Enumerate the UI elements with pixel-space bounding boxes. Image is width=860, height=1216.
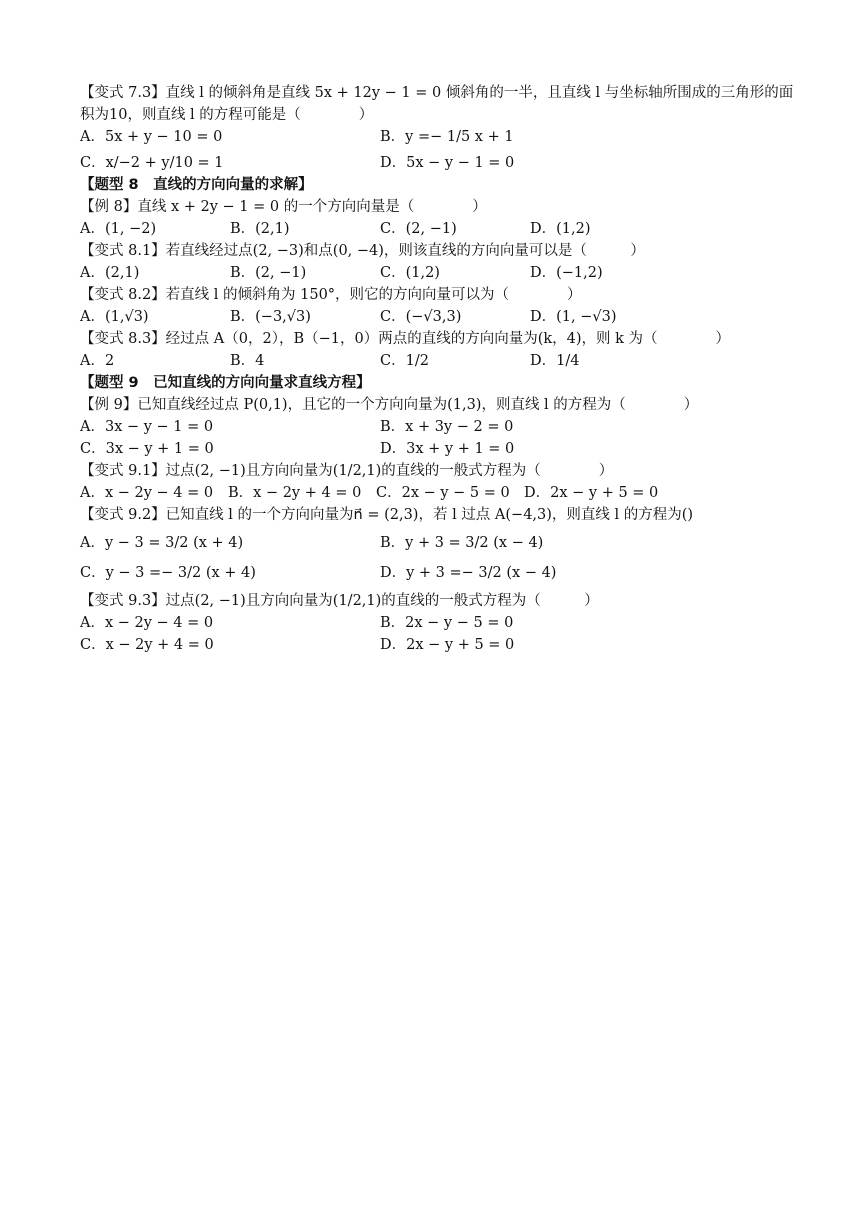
question-stem: 【变式 9.3】过点(2, −1)且方向向量为(1/2,1)的直线的一般式方程为（ ） <box>80 593 599 609</box>
option-row <box>80 562 795 584</box>
option-c: C．x/−2 + y/10 = 1 <box>80 155 224 171</box>
option-d: D．(1, −√3) <box>530 309 617 325</box>
option-b: B．4 <box>230 353 265 369</box>
question-variant-7-3 <box>80 82 795 174</box>
question-stem: 【变式 7.3】直线 l 的倾斜角是直线 5x + 12y − 1 = 0 倾斜角的一半，且直线 l 与坐标轴所围成的三角形的面积为10，则直线 l 的方程可能是（ ） <box>80 85 794 123</box>
option-a: A．(1, −2) <box>80 221 157 237</box>
option-d: D．2x − y + 5 = 0 <box>524 485 659 501</box>
option-row <box>80 482 795 504</box>
question-example-9 <box>80 394 795 460</box>
option-a: A．y − 3 = 3/2 (x + 4) <box>80 535 244 551</box>
option-a: A．3x − y − 1 = 0 <box>80 419 214 435</box>
option-row <box>80 152 795 174</box>
question-stem: 【例 8】直线 x + 2y − 1 = 0 的一个方向向量是（ ） <box>80 199 487 215</box>
question-stem: 【变式 9.1】过点(2, −1)且方向向量为(1/2,1)的直线的一般式方程为（ ） <box>80 463 614 479</box>
option-b: B．2x − y − 5 = 0 <box>380 615 514 631</box>
option-c: C．(−√3,3) <box>380 309 462 325</box>
option-a: A．(2,1) <box>80 265 140 281</box>
option-d: D．3x + y + 1 = 0 <box>380 441 515 457</box>
option-b: B．(−3,√3) <box>230 309 311 325</box>
question-stem: 【例 9】已知直线经过点 P(0,1)，且它的一个方向向量为(1,3)，则直线 l 的方程为（ ） <box>80 397 699 413</box>
option-d: D．5x − y − 1 = 0 <box>380 155 515 171</box>
option-d: D．(1,2) <box>530 221 591 237</box>
option-row <box>80 126 795 148</box>
option-row <box>80 612 795 634</box>
option-a: A．(1,√3) <box>80 309 149 325</box>
question-variant-8-3 <box>80 328 795 372</box>
question-stem: 【变式 8.3】经过点 A（0，2），B（−1，0）两点的直线的方向向量为(k，4)，则 k 为（ ） <box>80 331 731 347</box>
question-stem: 【变式 8.1】若直线经过点(2, −3)和点(0, −4)，则该直线的方向向量可以是（ ） <box>80 243 645 259</box>
option-a: A．x − 2y − 4 = 0 <box>80 615 214 631</box>
option-a: A．x − 2y − 4 = 0 <box>80 485 214 501</box>
option-row <box>80 218 795 240</box>
option-row <box>80 262 795 284</box>
option-c: C．2x − y − 5 = 0 <box>376 485 510 501</box>
option-c: C．y − 3 =− 3/2 (x + 4) <box>80 565 256 581</box>
section-heading-9: 【题型 9 已知直线的方向向量求直线方程】 <box>80 375 371 391</box>
question-example-8 <box>80 196 795 240</box>
option-row <box>80 532 795 554</box>
option-b: B．x − 2y + 4 = 0 <box>228 485 362 501</box>
option-b: B．(2,1) <box>230 221 290 237</box>
option-b: B．x + 3y − 2 = 0 <box>380 419 514 435</box>
option-b: B．y =− 1/5 x + 1 <box>380 129 514 145</box>
option-b: B．(2, −1) <box>230 265 307 281</box>
option-c: C．(2, −1) <box>380 221 457 237</box>
section-heading-8: 【题型 8 直线的方向向量的求解】 <box>80 177 313 193</box>
option-row <box>80 306 795 328</box>
option-c: C．(1,2) <box>380 265 440 281</box>
option-c: C．x − 2y + 4 = 0 <box>80 637 214 653</box>
question-variant-9-1 <box>80 460 795 504</box>
option-row <box>80 350 795 372</box>
option-a: A．2 <box>80 353 115 369</box>
option-c: C．3x − y + 1 = 0 <box>80 441 214 457</box>
option-d: D．1/4 <box>530 353 580 369</box>
question-variant-8-1 <box>80 240 795 284</box>
option-d: D．2x − y + 5 = 0 <box>380 637 515 653</box>
question-variant-9-3 <box>80 590 795 656</box>
option-d: D．(−1,2) <box>530 265 603 281</box>
question-stem: 【变式 9.2】已知直线 l 的一个方向向量为n⃗ = (2,3)，若 l 过点 A(−4,3)，则直线 l 的方程为() <box>80 507 694 523</box>
option-a: A．5x + y − 10 = 0 <box>80 129 223 145</box>
option-row <box>80 438 795 460</box>
option-row <box>80 416 795 438</box>
option-b: B．y + 3 = 3/2 (x − 4) <box>380 535 544 551</box>
option-c: C．1/2 <box>380 353 429 369</box>
option-d: D．y + 3 =− 3/2 (x − 4) <box>380 565 557 581</box>
question-stem: 【变式 8.2】若直线 l 的倾斜角为 150°，则它的方向向量可以为（ ） <box>80 287 582 303</box>
question-variant-8-2 <box>80 284 795 328</box>
option-row <box>80 634 795 656</box>
worksheet-page <box>80 82 795 656</box>
question-variant-9-2 <box>80 504 795 584</box>
